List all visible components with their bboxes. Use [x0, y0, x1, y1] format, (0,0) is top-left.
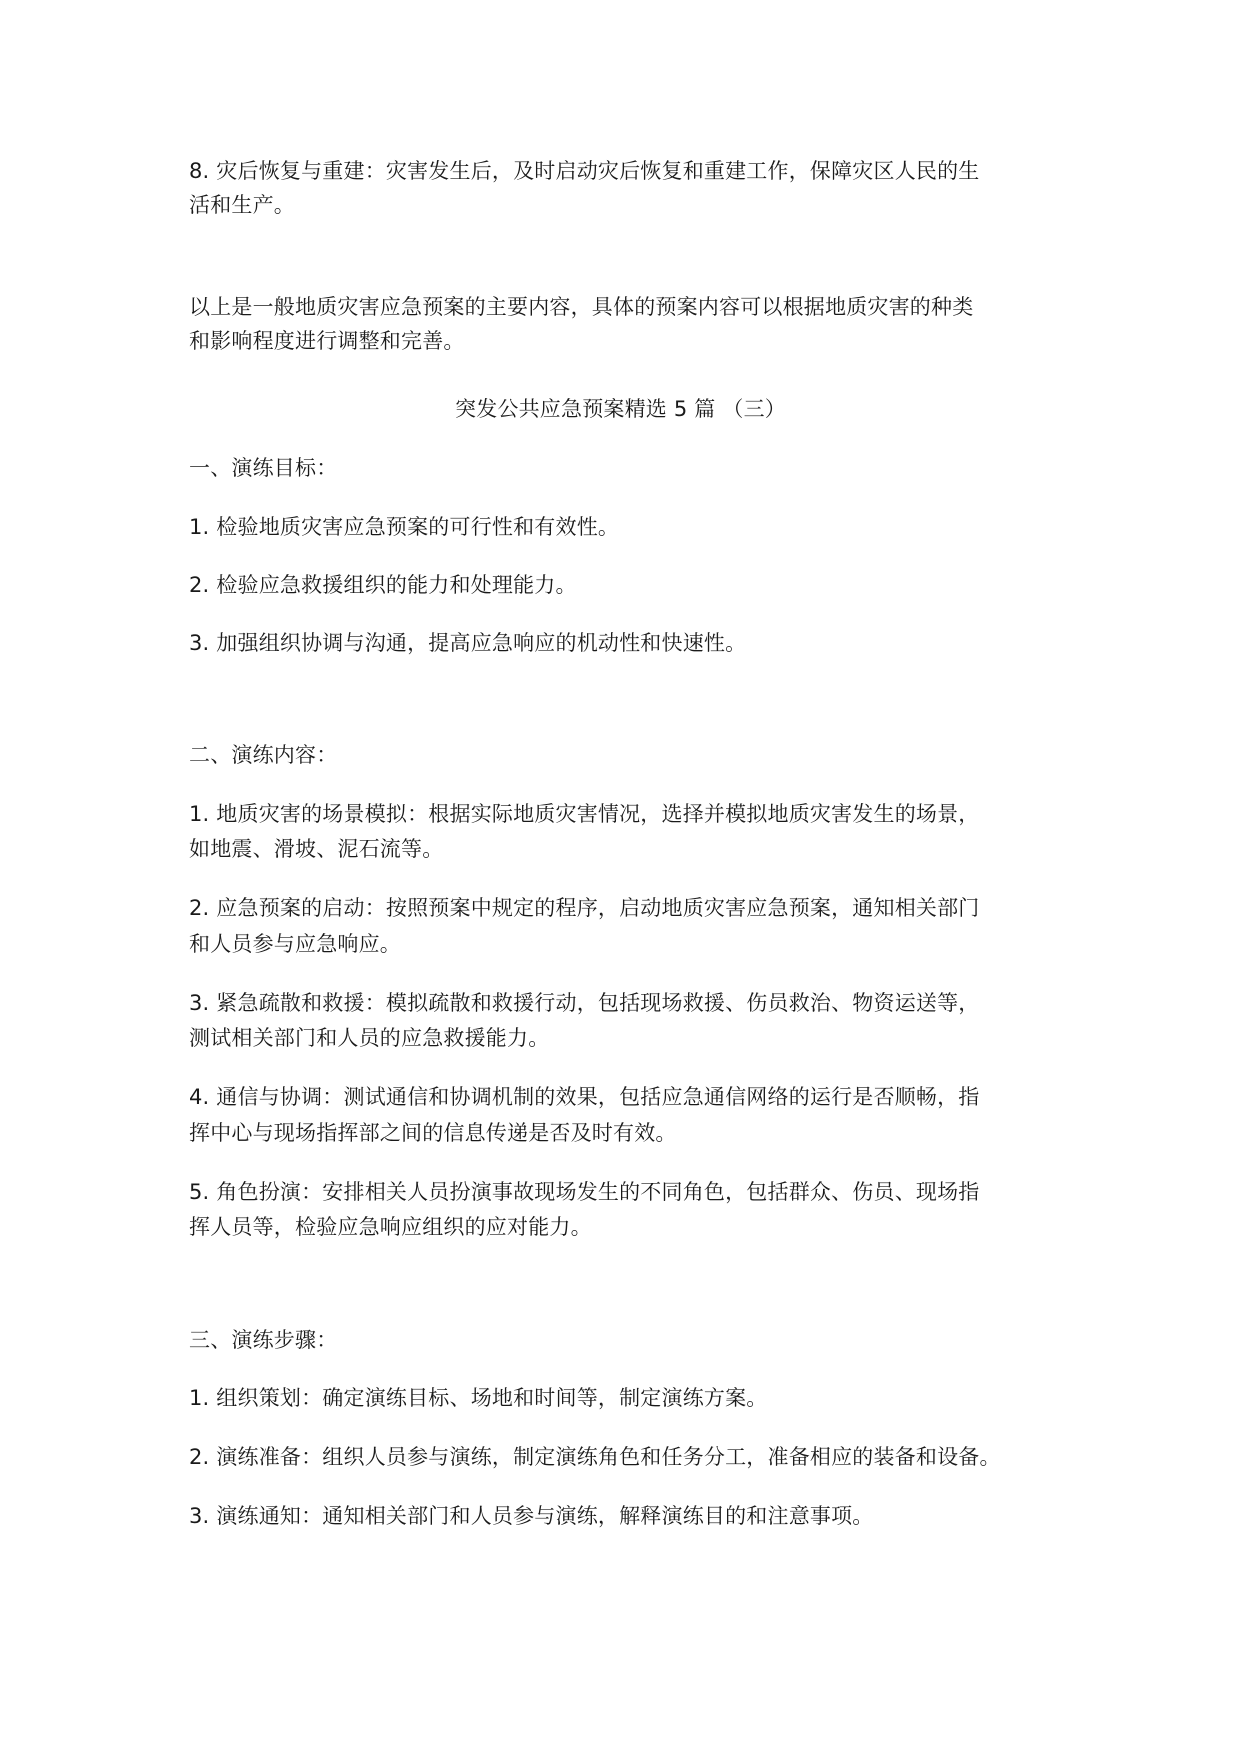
content-item-3-line-2: 测试相关部门和人员的应急救援能力。 — [189, 1026, 550, 1050]
content-item-5-line-2: 挥人员等，检验应急响应组织的应对能力。 — [189, 1215, 592, 1239]
step-item-3: 3. 演练通知：通知相关部门和人员参与演练，解释演练目的和注意事项。 — [189, 1504, 874, 1528]
recovery-paragraph-line-2: 活和生产。 — [189, 193, 295, 217]
summary-paragraph-line-2: 和影响程度进行调整和完善。 — [189, 329, 465, 353]
content-heading: 二、演练内容： — [189, 743, 338, 767]
summary-paragraph-line-1: 以上是一般地质灾害应急预案的主要内容，具体的预案内容可以根据地质灾害的种类 — [189, 295, 974, 319]
goal-item-1: 1. 检验地质灾害应急预案的可行性和有效性。 — [189, 515, 620, 539]
recovery-paragraph-line-1: 8. 灾后恢复与重建：灾害发生后，及时启动灾后恢复和重建工作，保障灾区人民的生 — [189, 159, 980, 183]
step-item-2: 2. 演练准备：组织人员参与演练，制定演练角色和任务分工，准备相应的装备和设备。 — [189, 1445, 1001, 1469]
content-item-4-line-2: 挥中心与现场指挥部之间的信息传递是否及时有效。 — [189, 1121, 677, 1145]
content-item-5-line-1: 5. 角色扮演：安排相关人员扮演事故现场发生的不同角色，包括群众、伤员、现场指 — [189, 1180, 980, 1204]
content-item-1-line-2: 如地震、滑坡、泥石流等。 — [189, 837, 444, 861]
steps-heading: 三、演练步骤： — [189, 1328, 338, 1352]
content-item-3-line-1: 3. 紧急疏散和救援：模拟疏散和救援行动，包括现场救援、伤员救治、物资运送等， — [189, 991, 980, 1015]
step-item-1: 1. 组织策划：确定演练目标、场地和时间等，制定演练方案。 — [189, 1386, 768, 1410]
content-item-4-line-1: 4. 通信与协调：测试通信和协调机制的效果，包括应急通信网络的运行是否顺畅，指 — [189, 1085, 980, 1109]
goal-item-3: 3. 加强组织协调与沟通，提高应急响应的机动性和快速性。 — [189, 631, 747, 655]
content-item-2-line-2: 和人员参与应急响应。 — [189, 932, 401, 956]
content-item-2-line-1: 2. 应急预案的启动：按照预案中规定的程序，启动地质灾害应急预案，通知相关部门 — [189, 896, 980, 920]
content-item-1-line-1: 1. 地质灾害的场景模拟：根据实际地质灾害情况，选择并模拟地质灾害发生的场景， — [189, 802, 980, 826]
section-title: 突发公共应急预案精选 5 篇 （三） — [455, 397, 786, 421]
goals-heading: 一、演练目标： — [189, 456, 338, 480]
goal-item-2: 2. 检验应急救援组织的能力和处理能力。 — [189, 573, 577, 597]
